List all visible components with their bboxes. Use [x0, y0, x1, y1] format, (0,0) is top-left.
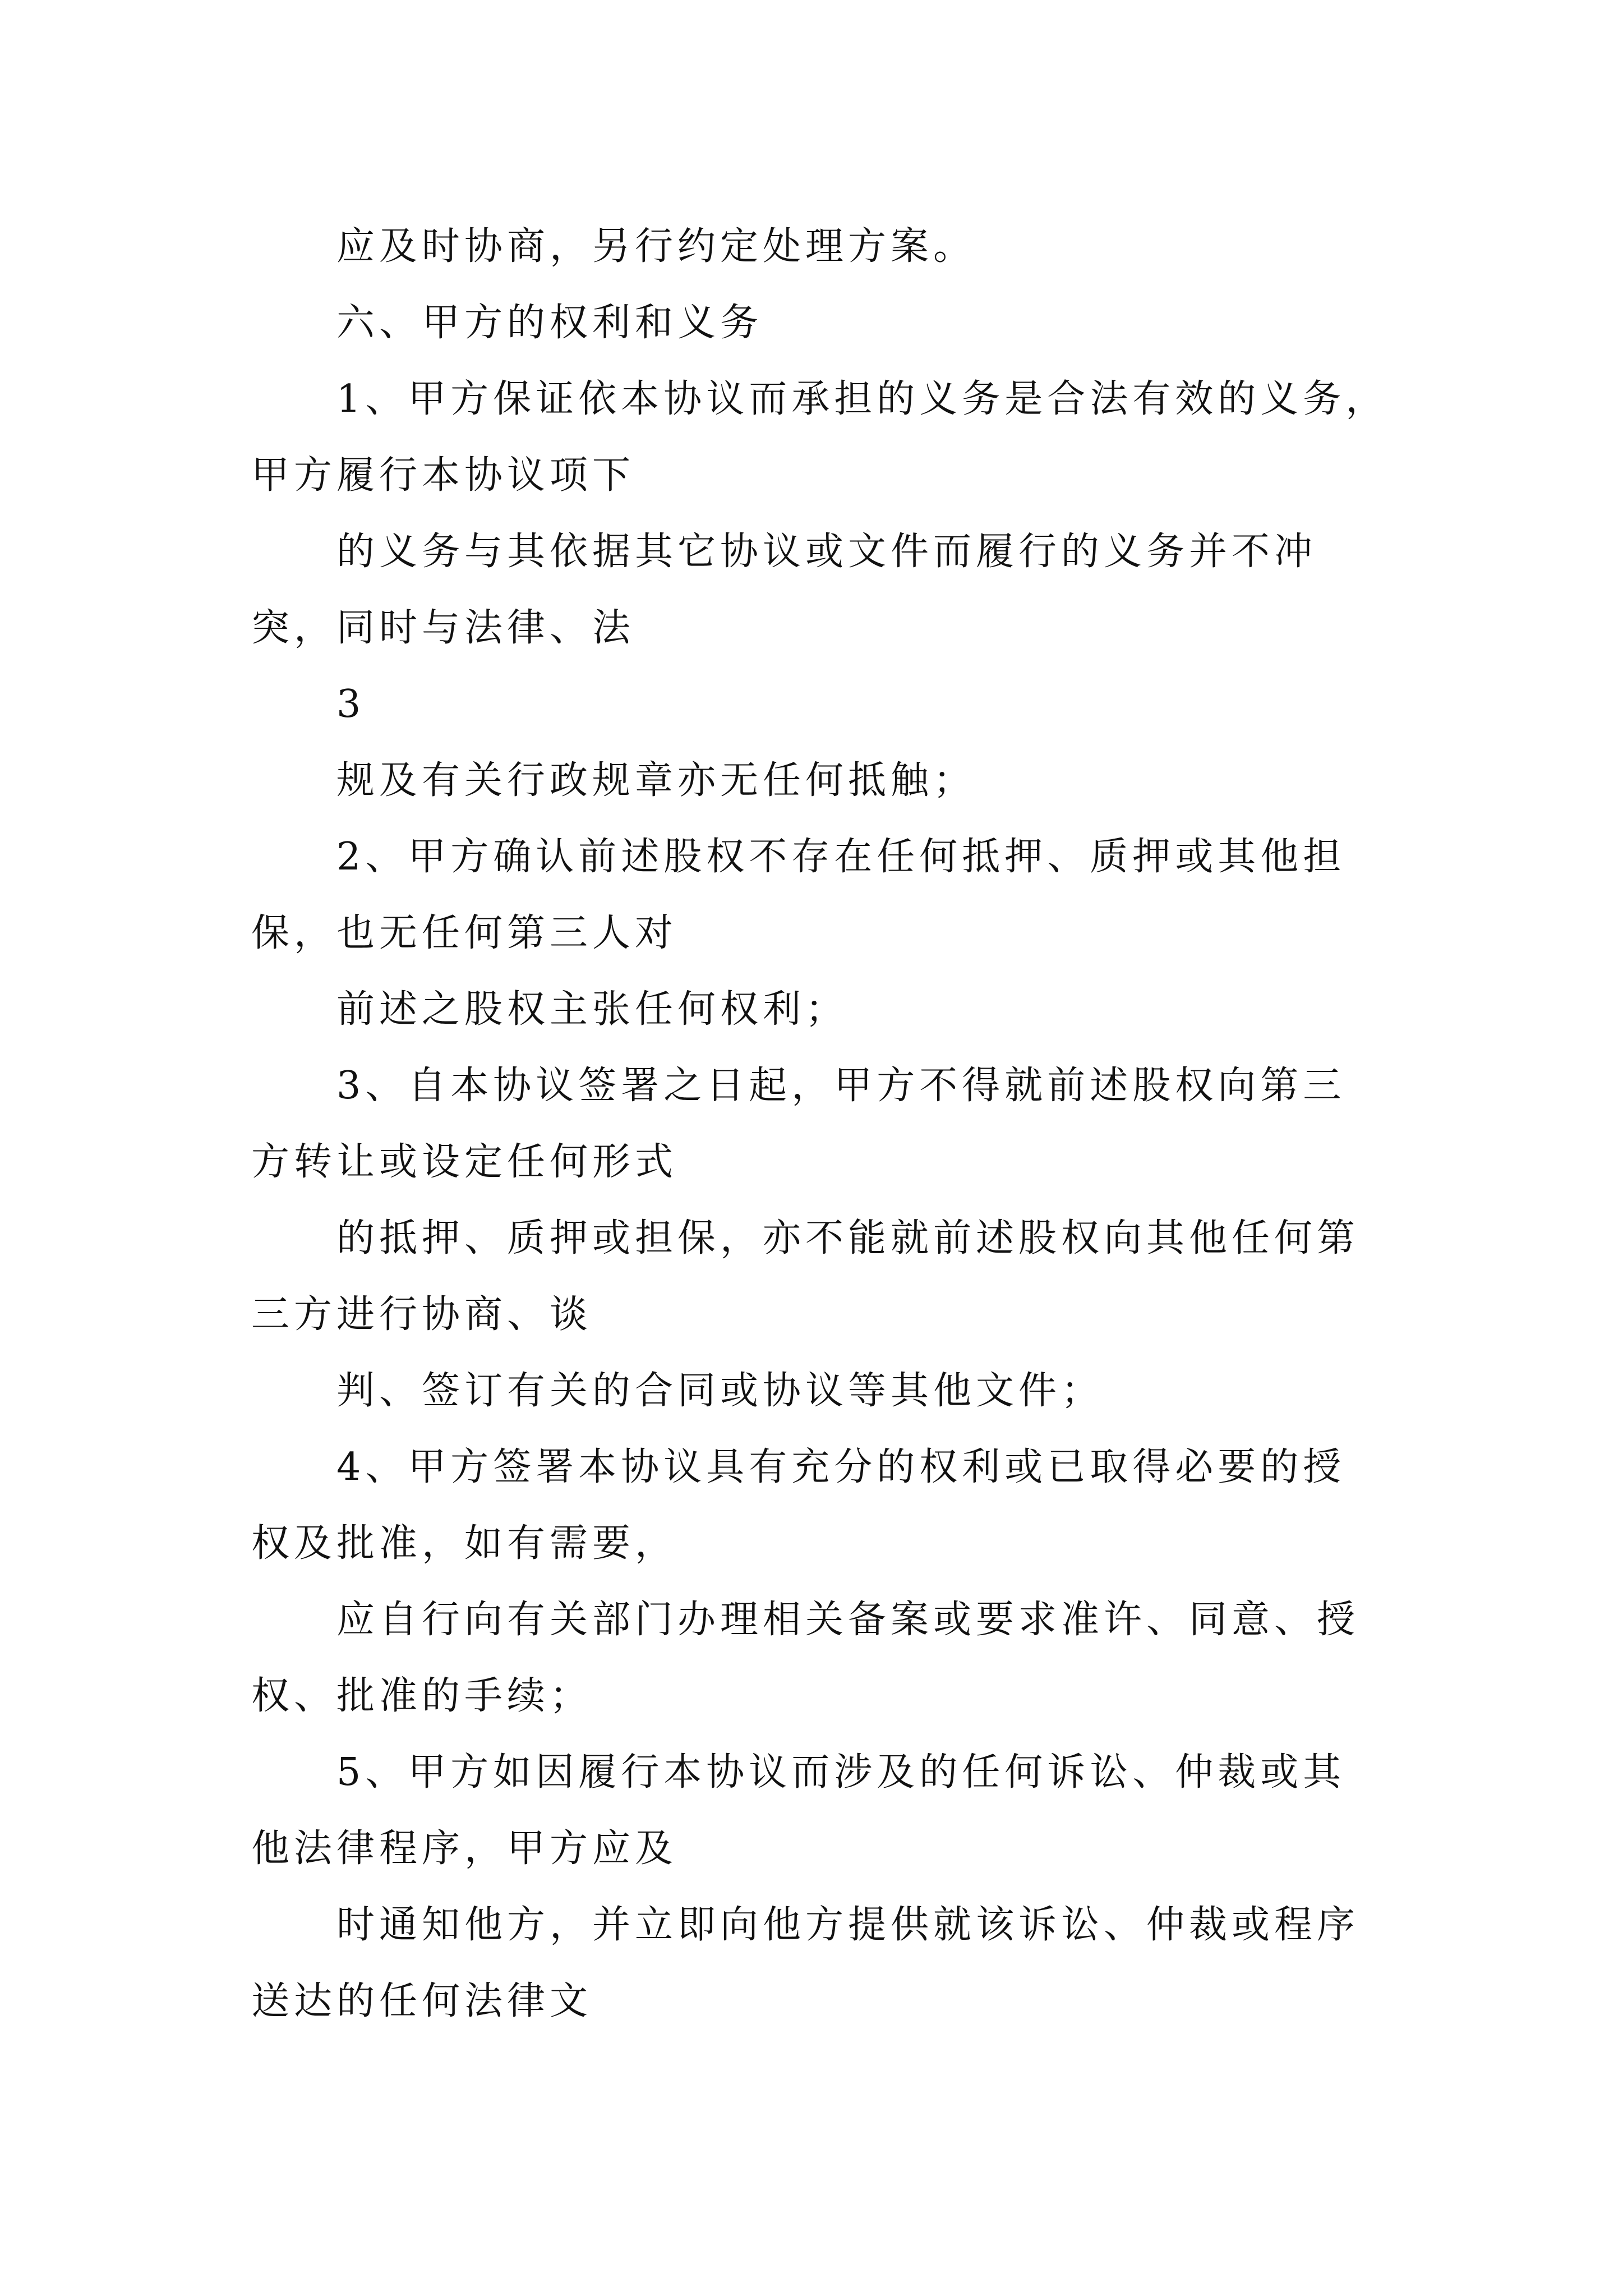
text-line: 规及有关行政规章亦无任何抵触；	[336, 758, 976, 803]
text-line: 权、批准的手续；	[251, 1674, 593, 1718]
text-line: 方转让或设定任何形式	[251, 1140, 678, 1184]
text-line: 应及时协商，另行约定处理方案。	[336, 224, 976, 269]
text-line: 的义务与其依据其它协议或文件而履行的义务并不冲	[336, 530, 1317, 574]
text-line: 他法律程序，甲方应及	[251, 1826, 678, 1871]
text-line: 三方进行协商、谈	[251, 1292, 593, 1337]
text-line: 突，同时与法律、法	[251, 606, 635, 650]
text-line: 前述之股权主张任何权利；	[336, 987, 849, 1032]
text-line: 时通知他方，并立即向他方提供就该诉讼、仲裁或程序	[336, 1903, 1360, 1947]
text-line: 3、自本协议签署之日起，甲方不得就前述股权向第三	[336, 1064, 1346, 1108]
text-line: 1、甲方保证依本协议而承担的义务是合法有效的义务，	[336, 377, 1389, 421]
text-line: 甲方履行本协议项下	[251, 453, 635, 498]
text-line: 保，也无任何第三人对	[251, 911, 678, 955]
page-number: 3	[336, 682, 366, 726]
text-line: 送达的任何法律文	[251, 1979, 593, 2023]
text-line: 权及批准，如有需要，	[251, 1521, 678, 1566]
text-line: 应自行向有关部门办理相关备案或要求准许、同意、授	[336, 1598, 1360, 1642]
document-body	[251, 209, 1407, 2040]
text-line: 5、甲方如因履行本协议而涉及的任何诉讼、仲裁或其	[336, 1750, 1346, 1795]
text-line: 判、签订有关的合同或协议等其他文件；	[336, 1369, 1104, 1413]
section-heading: 六、甲方的权利和义务	[336, 301, 763, 345]
text-line: 的抵押、质押或担保，亦不能就前述股权向其他任何第	[336, 1216, 1360, 1260]
text-line: 2、甲方确认前述股权不存在任何抵押、质押或其他担	[336, 835, 1346, 879]
text-line: 4、甲方签署本协议具有充分的权利或已取得必要的授	[336, 1445, 1346, 1489]
